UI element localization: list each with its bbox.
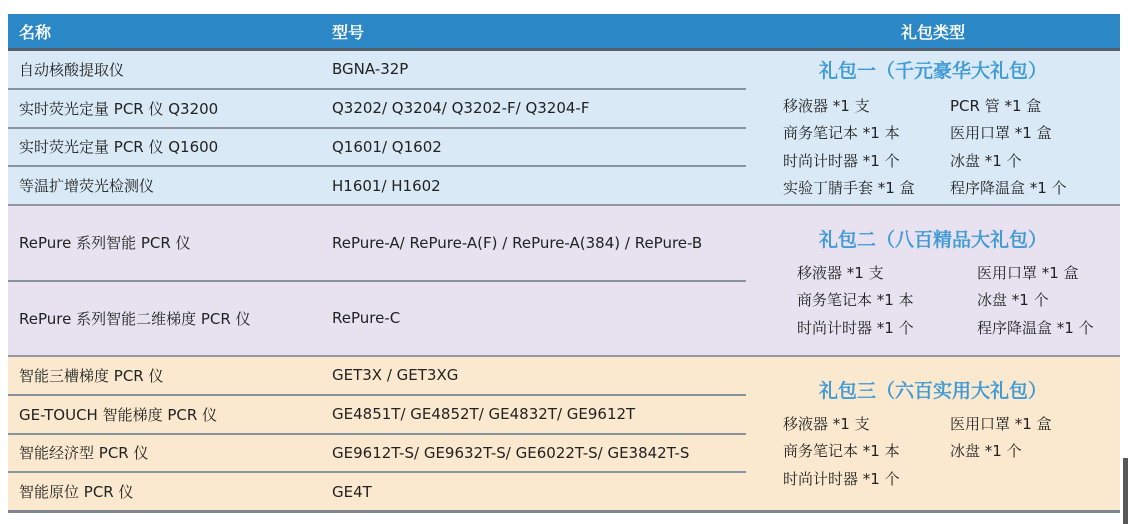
table-row [8,433,746,472]
table-row [8,394,746,433]
table-row [8,357,746,394]
product-name-cell: 实时荧光定量 PCR 仪 Q1600 [19,138,219,157]
product-name-cell: GE-TOUCH 智能梯度 PCR 仪 [19,405,218,424]
gift-item: 冰盘 *1 个 [950,442,1022,461]
gift-item: 移液器 *1 支 [783,97,870,115]
gift-items-right-column [977,260,1120,342]
gift-item: 时尚计时器 *1 个 [797,318,914,337]
table-row [8,471,746,510]
gift-item: 程序降温盒 *1 个 [950,179,1067,198]
product-model-cell: RePure-C [332,309,401,328]
table-row [8,51,746,88]
gift-items-left-column [783,93,950,203]
gift-item: 医用口罩 *1 盒 [950,415,1052,433]
product-model-cell: GE4851T/ GE4852T/ GE4832T/ GE9612T [332,405,636,424]
product-model-cell: Q3202/ Q3204/ Q3202-F/ Q3204-F [332,99,590,118]
column-header-name: 名称 [19,22,52,42]
gift-item: 医用口罩 *1 盒 [977,264,1079,282]
gift-items-right-column [950,93,1120,203]
product-name-cell: RePure 系列智能二维梯度 PCR 仪 [19,309,251,328]
product-model-cell: GET3X / GET3XG [332,366,459,385]
product-name-cell: 智能原位 PCR 仪 [19,483,134,502]
gift-items [746,411,1120,493]
product-model-cell: GE4T [332,482,372,501]
gift-item: 冰盘 *1 个 [977,291,1049,310]
section-gift-package-2 [8,204,1120,355]
table-row [8,88,746,127]
gift-package-table [8,14,1120,513]
gift-items-left-column [797,260,977,342]
product-model-cell: RePure-A/ RePure-A(F) / RePure-A(384) / RePure-B [332,233,703,252]
gift-items [746,260,1120,342]
product-name-cell: 等温扩增荧光检测仪 [19,177,155,196]
gift-package-cell [746,206,1120,355]
product-name-cell: 实时荧光定量 PCR 仪 Q3200 [19,99,219,118]
gift-package-title: 礼包二（八百精品大礼包） [818,229,1047,251]
gift-item: 时尚计时器 *1 个 [783,469,900,488]
gift-items [746,93,1120,203]
product-name-cell: 自动核酸提取仪 [19,60,125,79]
table-header-row [8,14,1120,51]
product-model-cell: H1601/ H1602 [332,176,441,195]
gift-item: 商务笔记本 *1 本 [797,291,914,310]
column-header-model: 型号 [332,22,365,42]
gift-item: 移液器 *1 支 [797,264,884,282]
table-row [8,206,746,280]
gift-package-title: 礼包一（千元豪华大礼包） [818,60,1047,82]
gift-items-right-column [950,411,1120,493]
section-gift-package-3 [8,355,1120,510]
table-row [8,280,746,356]
table-row [8,127,746,166]
gift-item: 医用口罩 *1 盒 [950,124,1052,143]
product-list [8,206,746,355]
gift-item: PCR 管 *1 盒 [950,97,1042,115]
gift-item: 实验丁腈手套 *1 盒 [783,179,915,198]
gift-package-cell [746,51,1120,204]
gift-item: 移液器 *1 支 [783,415,870,433]
table-row [8,165,746,204]
product-model-cell: Q1601/ Q1602 [332,137,442,156]
gift-package-cell [746,357,1120,510]
product-name-cell: RePure 系列智能 PCR 仪 [19,234,191,253]
gift-items-left-column [783,411,950,493]
gift-item: 冰盘 *1 个 [950,151,1022,170]
product-list [8,51,746,204]
product-name-cell: 智能经济型 PCR 仪 [19,444,149,463]
product-name-cell: 智能三槽梯度 PCR 仪 [19,366,164,385]
scrollbar[interactable] [1123,458,1128,524]
section-gift-package-1 [8,51,1120,204]
product-model-cell: BGNA-32P [332,60,409,79]
gift-item: 商务笔记本 *1 本 [783,442,900,461]
gift-item: 商务笔记本 *1 本 [783,124,900,143]
product-list [8,357,746,510]
gift-item: 时尚计时器 *1 个 [783,151,900,170]
column-header-gift-type: 礼包类型 [900,22,965,42]
product-model-cell: GE9612T-S/ GE9632T-S/ GE6022T-S/ GE3842T-S [332,443,690,462]
gift-item: 程序降温盒 *1 个 [977,318,1094,337]
gift-package-title: 礼包三（六百实用大礼包） [818,380,1047,402]
